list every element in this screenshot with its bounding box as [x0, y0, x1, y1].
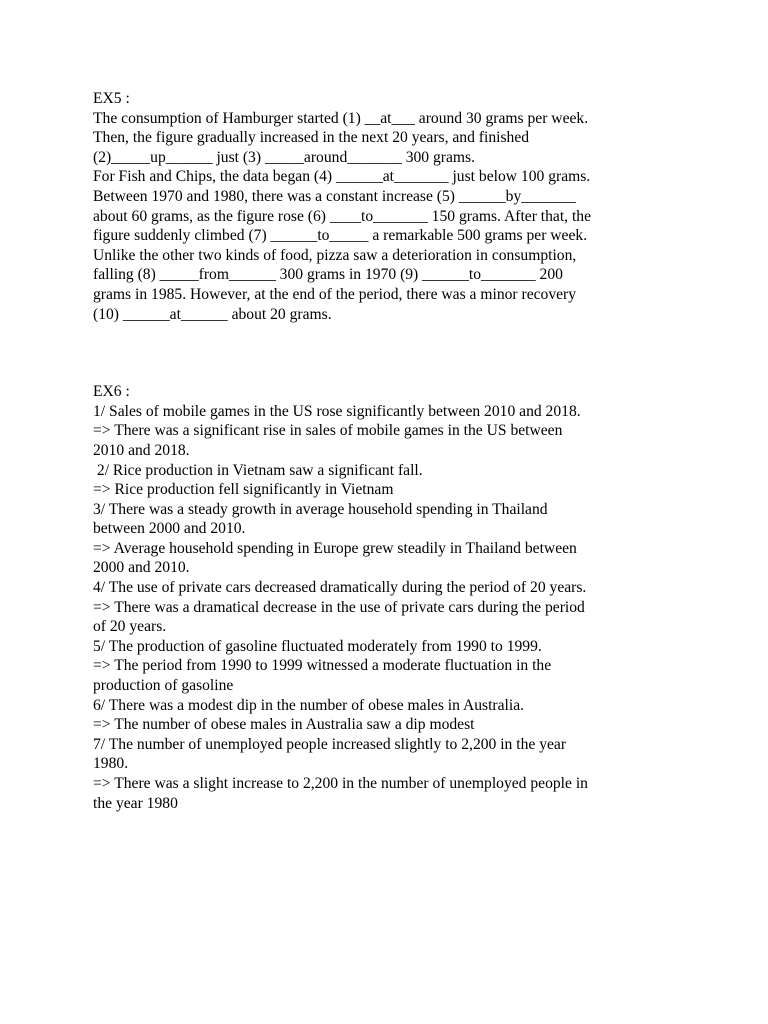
ex6-line: 2000 and 2010. — [93, 559, 190, 577]
document-page — [93, 89, 683, 813]
ex5-line: Between 1970 and 1980, there was a constant increase (5) ______by_______ — [93, 187, 576, 205]
ex6-line: 2010 and 2018. — [93, 441, 190, 459]
ex5-line: figure suddenly climbed (7) ______to_____ a remarkable 500 grams per week. — [93, 227, 588, 245]
section-spacer — [93, 324, 683, 382]
ex6-line: 2/ Rice production in Vietnam saw a significant fall. — [93, 461, 423, 479]
ex6-line: => The number of obese males in Australia saw a dip modest — [93, 716, 475, 734]
ex6-line: 6/ There was a modest dip in the number of obese males in Australia. — [93, 696, 525, 714]
ex5-line: Unlike the other two kinds of food, pizza saw a deterioration in consumption, — [93, 246, 577, 264]
ex5-line: For Fish and Chips, the data began (4) ______at_______ just below 100 grams. — [93, 168, 591, 186]
ex6-line: 5/ The production of gasoline fluctuated moderately from 1990 to 1999. — [93, 637, 542, 655]
ex5-section — [93, 89, 683, 324]
ex6-line: production of gasoline — [93, 677, 234, 695]
ex5-heading: EX5 : — [93, 90, 130, 107]
ex5-line: grams in 1985. However, at the end of the period, there was a minor recovery — [93, 285, 577, 303]
ex6-heading: EX6 : — [93, 383, 130, 401]
ex6-line: 7/ The number of unemployed people increased slightly to 2,200 in the year — [93, 735, 567, 753]
ex6-section — [93, 382, 683, 813]
ex6-line: 3/ There was a steady growth in average household spending in Thailand — [93, 500, 548, 518]
ex5-line: (2)_____up______ just (3) _____around_______ 300 grams. — [93, 148, 476, 166]
ex6-line: => Rice production fell significantly in Vietnam — [93, 481, 394, 499]
ex6-line: 1/ Sales of mobile games in the US rose significantly between 2010 and 2018. — [93, 402, 581, 420]
ex6-line: of 20 years. — [93, 618, 167, 636]
ex5-line: (10) ______at______ about 20 grams. — [93, 305, 332, 323]
ex6-line: => There was a significant rise in sales of mobile games in the US between — [93, 422, 563, 440]
ex6-line: 1980. — [93, 755, 129, 773]
ex5-line: about 60 grams, as the figure rose (6) ____to_______ 150 grams. After that, the — [93, 207, 592, 225]
ex6-line: => There was a slight increase to 2,200 in the number of unemployed people in — [93, 775, 588, 792]
ex5-line: The consumption of Hamburger started (1) __at___ around 30 grams per week. — [93, 109, 589, 127]
ex5-line: Then, the figure gradually increased in the next 20 years, and finished — [93, 129, 530, 147]
ex6-line: between 2000 and 2010. — [93, 520, 246, 538]
ex5-line: falling (8) _____from______ 300 grams in 1970 (9) ______to_______ 200 — [93, 266, 563, 284]
ex6-line: => The period from 1990 to 1999 witnessed a moderate fluctuation in the — [93, 657, 552, 675]
ex6-line: => Average household spending in Europe grew steadily in Thailand between — [93, 539, 577, 557]
ex6-line: 4/ The use of private cars decreased dramatically during the period of 20 years. — [93, 579, 587, 597]
ex6-line: => There was a dramatical decrease in the use of private cars during the period — [93, 598, 585, 616]
ex6-line: the year 1980 — [93, 794, 178, 812]
